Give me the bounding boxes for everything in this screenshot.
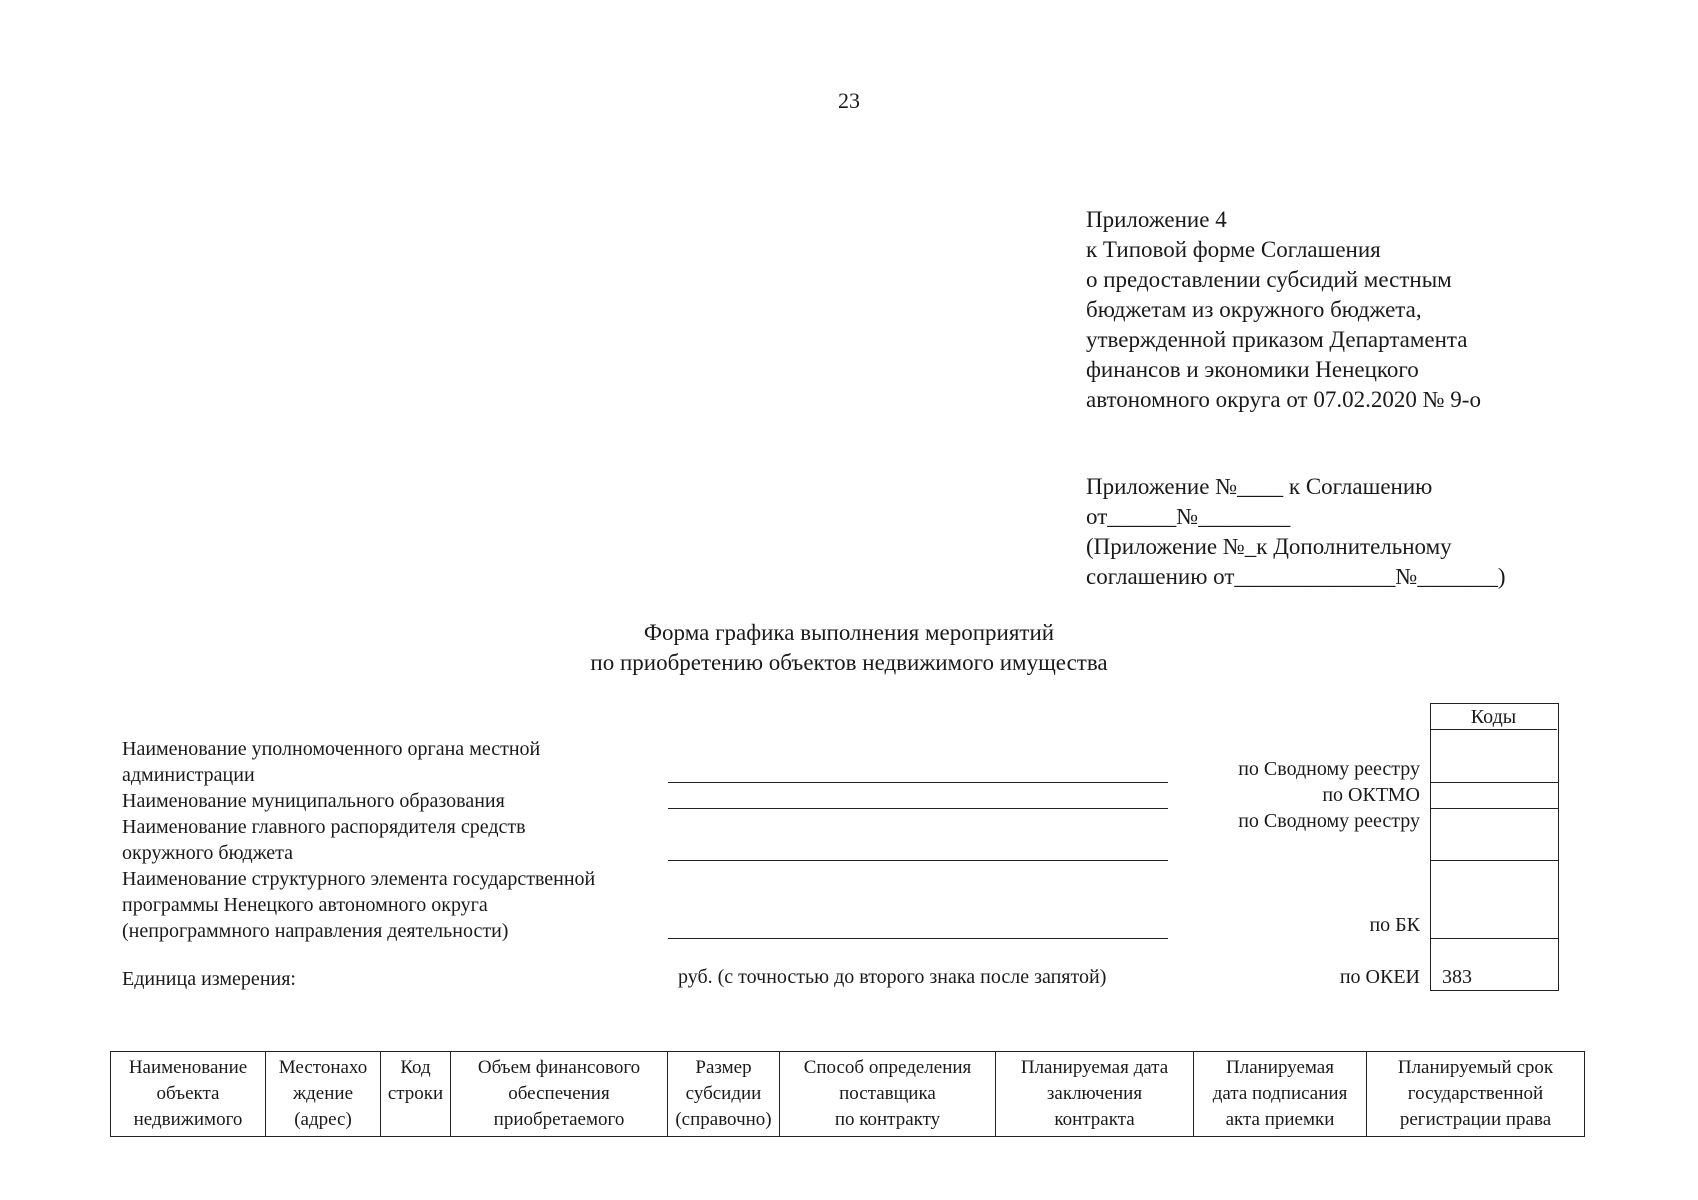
appendix-reference bbox=[1086, 205, 1481, 415]
unit-label: Единица измерения: bbox=[122, 968, 296, 990]
appendix-line: автономного округа от 07.02.2020 № 9-о bbox=[1086, 387, 1481, 412]
column-header-contract-date: Планируемая дата заключения контракта bbox=[996, 1052, 1194, 1137]
agreement-line: соглашению от______________№_______) bbox=[1086, 564, 1506, 589]
appendix-line: утвержденной приказом Департамента bbox=[1086, 327, 1468, 352]
structural-element-label bbox=[122, 866, 595, 944]
appendix-line: Приложение 4 bbox=[1086, 207, 1227, 232]
okei-code-value: 383 bbox=[1442, 966, 1472, 988]
column-header-supplier-method: Способ определения поставщика по контракту bbox=[780, 1052, 996, 1137]
column-header-registration-term: Планируемый срок государственной регистрации права bbox=[1367, 1052, 1585, 1137]
label-line: окружного бюджета bbox=[122, 842, 293, 864]
agreement-line: Приложение №____ к Соглашению bbox=[1086, 474, 1433, 499]
page-number: 23 bbox=[838, 88, 860, 113]
main-manager-label bbox=[122, 814, 526, 866]
column-header-object-name: Наименование объекта недвижимого bbox=[111, 1052, 266, 1137]
appendix-line: бюджетам из окружного бюджета, bbox=[1086, 297, 1422, 322]
municipality-name-field[interactable] bbox=[668, 808, 1168, 809]
municipality-name-label: Наименование муниципального образования bbox=[122, 790, 505, 812]
code-cell-divider bbox=[1430, 860, 1559, 861]
column-header-row-code: Код строки bbox=[381, 1052, 451, 1137]
code-cell-divider bbox=[1430, 808, 1559, 809]
codes-box bbox=[1430, 703, 1559, 991]
consolidated-registry-label-2: по Сводному реестру bbox=[1238, 810, 1420, 832]
agreement-line: (Приложение №_к Дополнительному bbox=[1086, 534, 1452, 559]
unit-value: руб. (с точностью до второго знака после запятой) bbox=[678, 966, 1107, 988]
form-title-line: Форма графика выполнения мероприятий bbox=[643, 620, 1055, 645]
appendix-line: финансов и экономики Ненецкого bbox=[1086, 357, 1419, 382]
bk-label: по БК bbox=[1369, 914, 1420, 936]
label-line: Наименование структурного элемента государственной bbox=[122, 868, 596, 890]
column-header-financing-volume: Объем финансового обеспечения приобретаемого bbox=[451, 1052, 668, 1137]
appendix-line: о предоставлении субсидий местным bbox=[1086, 267, 1452, 292]
table-header-row bbox=[111, 1052, 1585, 1137]
okei-label: по ОКЕИ bbox=[1339, 966, 1420, 988]
label-line: Наименование уполномоченного органа местной bbox=[122, 738, 541, 760]
codes-header: Коды bbox=[1430, 703, 1557, 730]
agreement-line: от______№________ bbox=[1086, 504, 1291, 529]
column-header-acceptance-date: Планируемая дата подписания акта приемки bbox=[1194, 1052, 1367, 1137]
code-cell-divider bbox=[1430, 782, 1559, 783]
appendix-line: к Типовой форме Соглашения bbox=[1086, 237, 1381, 262]
label-line: (непрограммного направления деятельности) bbox=[122, 920, 509, 942]
oktmo-label: по ОКТМО bbox=[1322, 784, 1420, 806]
authority-name-label bbox=[122, 736, 540, 788]
label-line: программы Ненецкого автономного округа bbox=[122, 894, 488, 916]
form-title-line: по приобретению объектов недвижимого имущества bbox=[590, 650, 1108, 675]
code-cell-divider bbox=[1430, 938, 1559, 939]
authority-name-field[interactable] bbox=[668, 782, 1168, 783]
column-header-location: Местонахо ждение (адрес) bbox=[266, 1052, 381, 1137]
label-line: Наименование главного распорядителя средств bbox=[122, 816, 526, 838]
main-manager-field[interactable] bbox=[668, 860, 1168, 861]
form-title bbox=[0, 618, 1698, 678]
agreement-reference bbox=[1086, 472, 1505, 592]
consolidated-registry-label: по Сводному реестру bbox=[1238, 758, 1420, 780]
structural-element-field[interactable] bbox=[668, 938, 1168, 939]
schedule-table bbox=[110, 1051, 1585, 1137]
label-line: администрации bbox=[122, 764, 255, 786]
column-header-subsidy-size: Размер субсидии (справочно) bbox=[668, 1052, 780, 1137]
